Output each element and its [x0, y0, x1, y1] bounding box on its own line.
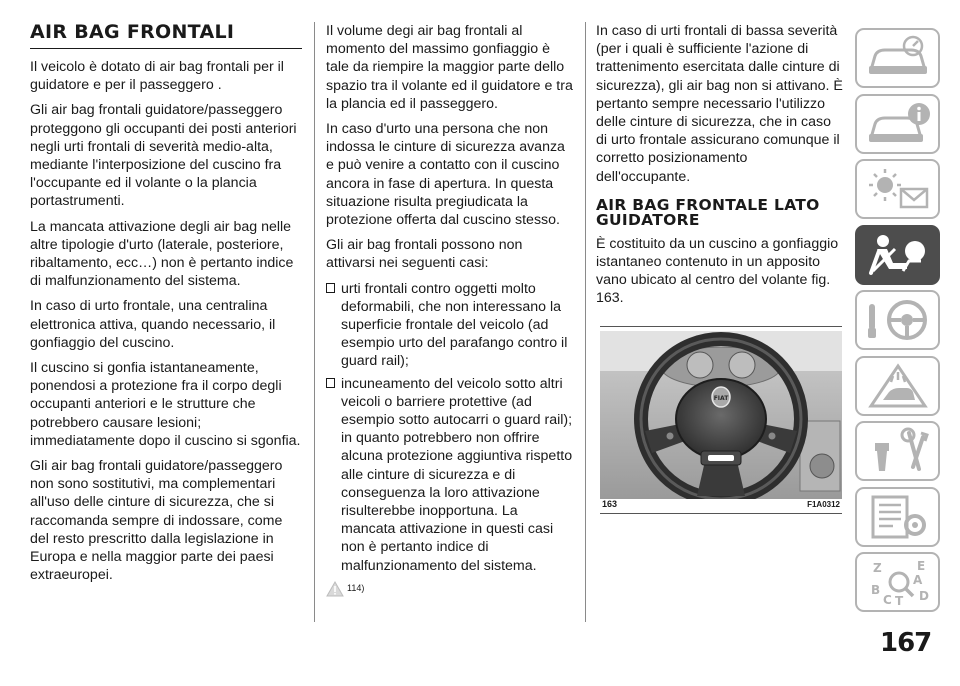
paragraph: Gli air bag frontali guidatore/passeggero non sono sostitutivi, ma complementari all'uso delle cinture di sicurezza, che si raccomanda sempre di indossare, come del resto prescritto dalla legislazione in Europa e nella maggior parte dei paesi extraeuropei.	[30, 458, 283, 584]
chapter-sidebar	[855, 28, 940, 618]
car-info-icon	[863, 100, 933, 148]
sidebar-tab-info[interactable]	[855, 94, 940, 154]
page-number: 167	[880, 628, 932, 658]
steering-wheel-icon	[863, 296, 933, 344]
checkbox-bullet-icon	[326, 378, 335, 388]
fiat-logo-text: FIAT	[713, 395, 729, 402]
sidebar-tab-technical-data[interactable]	[855, 487, 940, 547]
index-letter: T	[894, 594, 903, 606]
paragraph: Gli air bag frontali possono non attivarsi nei seguenti casi:	[326, 237, 523, 272]
column-divider	[314, 22, 315, 622]
section-title: AIR BAG FRONTALI	[30, 22, 302, 49]
column-2	[326, 22, 574, 597]
sidebar-tab-emergency[interactable]	[855, 356, 940, 416]
emergency-triangle-icon	[863, 362, 933, 410]
sidebar-tab-maintenance[interactable]	[855, 421, 940, 481]
figure-code: F1A0312	[807, 500, 840, 509]
checkbox-bullet-icon	[326, 283, 335, 293]
paragraph: Il volume degi air bag frontali al momento del massimo gonfiaggio è tale da riempire la maggior parte dello spazio tra il volante ed il guidatore e tra la plancia ed il passeggero.	[326, 23, 573, 112]
index-letter: E	[916, 559, 925, 573]
paragraph: Il veicolo è dotato di air bag frontali per il guidatore e per il passeggero .	[30, 59, 284, 94]
airbag-seat-icon	[863, 231, 933, 279]
warning-reference[interactable]	[326, 579, 574, 597]
index-letter: D	[918, 589, 929, 603]
figure-steering-wheel	[600, 326, 842, 514]
sidebar-tab-warning-lights[interactable]	[855, 159, 940, 219]
index-letter: Z	[872, 561, 882, 575]
list-item-text: incuneamento del veicolo sotto altri veicoli o barriere protettive (ad esempio sotto autocarri o guard rail); in quanto potrebbero non offrire alcuna protezione aggiuntiva rispetto alle cinture di sicurezza e di conseguenza la loro attivazione risulterebbe inopportuna. La mancata attivazione in questi casi non è pertanto indice di malfunzionamento del sistema.	[341, 375, 573, 574]
steering-wheel-illustration	[600, 331, 842, 499]
warning-reference-number: 114)	[347, 582, 365, 593]
figure-number: 163	[602, 499, 618, 509]
paragraph: In caso d'urto una persona che non indossa le cinture di sicurezza avanza e può venire a contatto con il cuscino ancora in fase di apertura. In questa situazione risulta pregiudicata la protezione offerta dal cuscino stesso.	[326, 121, 565, 229]
column-3	[596, 22, 844, 315]
sidebar-tab-safety[interactable]	[855, 225, 940, 285]
list-item	[326, 280, 574, 371]
alphabetical-index-icon	[863, 558, 933, 606]
bullet-list	[326, 280, 574, 575]
index-letter: B	[870, 583, 880, 597]
paragraph: Il cuscino si gonfia istantaneamente, ponendosi a protezione fra il corpo degli occupanti anteriori e le strutture che potrebbero causare lesioni; immediatamente dopo il cuscino si sgonfia.	[30, 360, 301, 449]
index-letter: C	[882, 593, 892, 606]
index-letter: A	[912, 573, 922, 587]
car-dashboard-icon	[863, 34, 933, 82]
warning-lights-icon	[863, 165, 933, 213]
section-subtitle: AIR BAG FRONTALE LATO GUIDATORE	[596, 195, 820, 229]
paragraph: La mancata attivazione degli air bag nelle altre tipologie d'urto (laterale, posteriore, ribaltamento, ecc…) non è pertanto indice di malfunzionamento del sistema.	[30, 218, 294, 290]
paragraph: In caso di urti frontali di bassa severità (per i quali è sufficiente l'azione di trattenimento esercitata dalle cinture di sicurezza), gli air bag non si attivano. È pertanto sempre necessario l'utilizzo delle cinture di sicurezza, che in caso di urto frontale assicurano comunque il corretto posizionamento dell'occupante.	[596, 23, 843, 185]
list-item-text: urti frontali contro oggetti molto deformabili, che non interessano la superficie frontale del veicolo (ad esempio urto del parafango contro il guard rail);	[341, 280, 568, 370]
paragraph: In caso di urto frontale, una centralina elettronica attiva, quando necessario, il gonfiaggio del cuscino.	[30, 298, 276, 351]
column-divider	[585, 22, 586, 622]
paragraph: Gli air bag frontali guidatore/passeggero proteggono gli occupanti dei posti anteriori negli urti frontali di severità medio-alta, mediante l'interposizione del cuscino fra l'occupante ed il volante o la plancia portastrumenti.	[30, 102, 297, 210]
technical-data-icon	[863, 493, 933, 541]
list-item	[326, 375, 574, 575]
paragraph: È costituito da un cuscino a gonfiaggio istantaneo contenuto in un apposito vano ubicato al centro del volante fig. 163.	[596, 235, 839, 307]
sidebar-tab-dashboard[interactable]	[855, 28, 940, 88]
column-1	[30, 22, 302, 591]
sidebar-tab-driving[interactable]	[855, 290, 940, 350]
maintenance-tools-icon	[863, 427, 933, 475]
sidebar-tab-index[interactable]	[855, 552, 940, 612]
warning-triangle-icon	[326, 581, 344, 597]
